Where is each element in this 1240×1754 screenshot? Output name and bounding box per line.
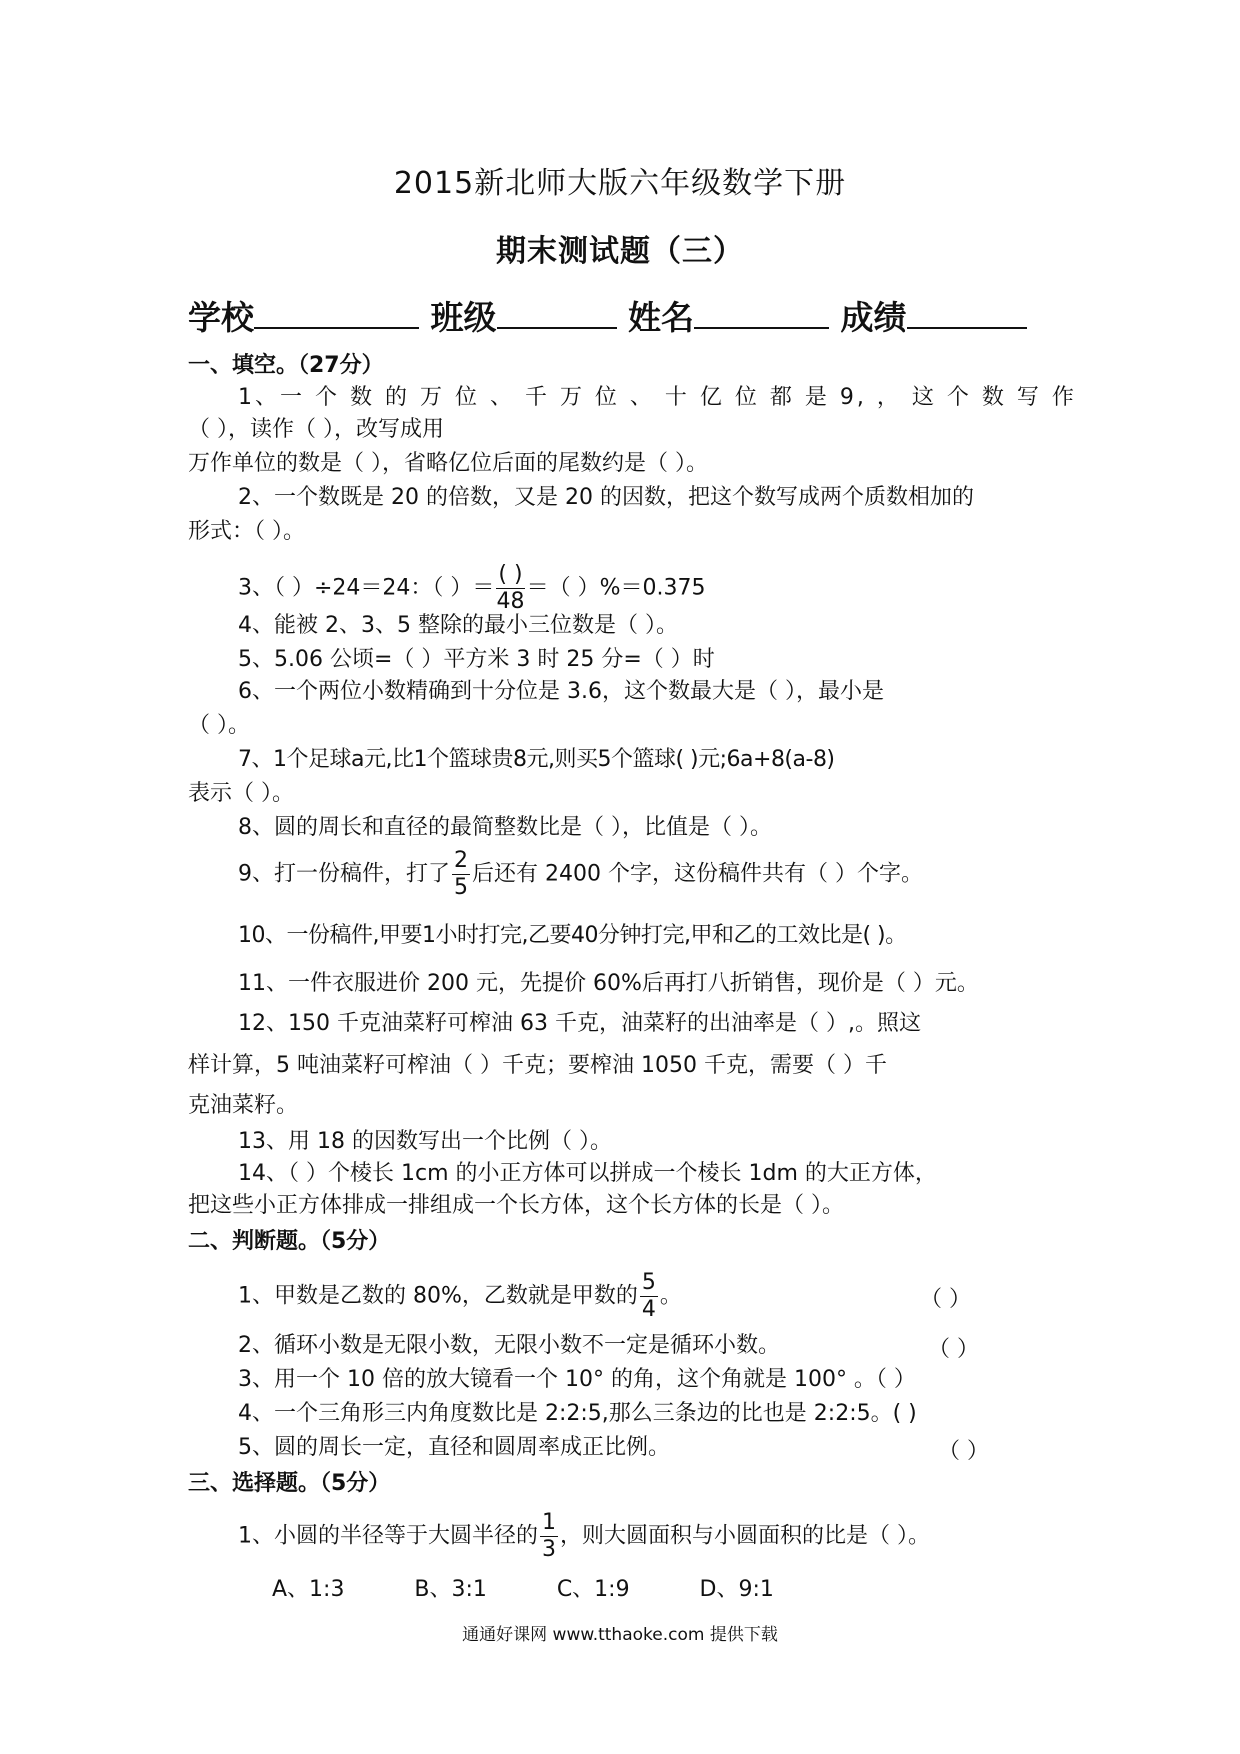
question-fill-3-text-a: 3、（ ）÷24＝24：（ ）＝ [238, 575, 495, 601]
fraction-numerator: 2 [454, 848, 468, 873]
question-fill-6-line2: （ ）。 [188, 713, 250, 738]
question-judge-3: 3、用一个 10 倍的放大镜看一个 10° 的角，这个角就是 100° 。（ ） [238, 1367, 916, 1392]
question-fill-6-line1: 6、一个两位小数精确到十分位是 3.6，这个数最大是（ ），最小是 [238, 679, 884, 704]
question-fill-3 [238, 562, 705, 615]
answer-paren-judge-1[interactable]: （ ） [920, 1287, 971, 1312]
question-fill-12-line2: 样计算，5 吨油菜籽可榨油（ ）千克；要榨油 1050 千克，需要（ ）千 [188, 1053, 887, 1078]
question-fill-1-line2: （ ），读作（ ），改写成用 [188, 417, 444, 442]
page-title: 2015新北师大版六年级数学下册 [393, 166, 847, 201]
fraction-numerator: ( ) [498, 562, 523, 587]
question-fill-7-line1: 7、1个足球a元,比1个篮球贵8元,则买5个篮球( )元;6a+8(a-8) [238, 747, 835, 772]
fraction-numerator: 1 [542, 1510, 556, 1535]
question-judge-4: 4、一个三角形三内角度数比是 2:2:5,那么三条边的比也是 2:2:5。( ) [238, 1401, 917, 1426]
question-judge-1-text-b: 。 [659, 1283, 682, 1309]
question-choice-1-options: A、1:3 B、3:1 C、1:9 D、9:1 [272, 1577, 774, 1602]
class-label: 班级 [430, 298, 497, 337]
question-fill-13: 13、用 18 的因数写出一个比例（ ）。 [238, 1129, 612, 1154]
question-fill-9 [238, 848, 923, 901]
question-fill-11: 11、一件衣服进价 200 元，先提价 60%后再打八折销售，现价是（ ）元。 [238, 971, 979, 996]
question-fill-9-text-a: 9、打一份稿件，打了 [238, 861, 450, 887]
fraction [496, 562, 524, 615]
answer-paren-judge-5[interactable]: （ ） [938, 1439, 989, 1464]
question-choice-1-text-b: ，则大圆面积与小圆面积的比是（ ）。 [560, 1523, 930, 1549]
school-field[interactable] [254, 297, 419, 329]
name-field[interactable] [694, 297, 829, 329]
fraction-denominator: 5 [454, 875, 468, 900]
question-fill-8: 8、圆的周长和直径的最简整数比是（ ），比值是（ ）。 [238, 815, 772, 840]
answer-paren-judge-2[interactable]: （ ） [928, 1337, 979, 1362]
question-fill-12-line1: 12、150 千克油菜籽可榨油 63 千克，油菜籽的出油率是（ ）,。照这 [238, 1011, 921, 1036]
fraction-numerator: 5 [641, 1270, 656, 1295]
question-fill-14-line1: 14、（ ）个棱长 1cm 的小正方体可以拼成一个棱长 1dm 的大正方体， [238, 1161, 937, 1186]
question-fill-12-line3: 克油菜籽。 [188, 1093, 299, 1118]
question-judge-5: 5、圆的周长一定，直径和圆周率成正比例。 [238, 1435, 670, 1460]
question-fill-1-line1: 1、一 个 数 的 万 位 、 千 万 位 、 十 亿 位 都 是 9, ， 这 个 数 写 作 [238, 385, 1077, 410]
question-choice-1-text-a: 1、小圆的半径等于大圆半径的 [238, 1523, 538, 1549]
question-fill-2-line1: 2、一个数既是 20 的倍数，又是 20 的因数，把这个数写成两个质数相加的 [238, 485, 974, 510]
student-info-row [188, 292, 1027, 339]
school-label: 学校 [188, 298, 254, 337]
question-fill-2-line2: 形式：（ ）。 [188, 519, 305, 544]
question-judge-2: 2、循环小数是无限小数，无限小数不一定是循环小数。 [238, 1333, 780, 1358]
question-fill-7-line2: 表示（ ）。 [188, 781, 294, 806]
section-choice-heading: 三、选择题。（5分） [188, 1471, 391, 1496]
question-fill-9-text-b: 后还有 2400 个字，这份稿件共有（ ）个字。 [472, 861, 923, 887]
page-subtitle: 期末测试题（三） [496, 234, 744, 269]
fraction [540, 1510, 558, 1563]
page-footer: 通通好课网 www.tthaoke.com 提供下载 [462, 1625, 778, 1645]
class-field[interactable] [497, 297, 617, 329]
fraction-denominator: 3 [542, 1537, 556, 1562]
fraction-denominator: 4 [641, 1297, 656, 1322]
question-fill-4: 4、能被 2、3、5 整除的最小三位数是（ ）。 [238, 613, 678, 638]
score-label: 成绩 [840, 298, 907, 337]
question-fill-3-text-b: ＝（ ）%＝0.375 [526, 575, 706, 601]
section-judge-heading: 二、判断题。（5分） [188, 1229, 391, 1254]
question-fill-10: 10、一份稿件,甲要1小时打完,乙要40分钟打完,甲和乙的工效比是( )。 [238, 923, 907, 948]
question-judge-1 [238, 1270, 682, 1323]
question-choice-1 [238, 1510, 930, 1563]
name-label: 姓名 [628, 298, 694, 337]
score-field[interactable] [907, 297, 1027, 329]
question-fill-5: 5、5.06 公顷=（ ）平方米 3 时 25 分=（ ）时 [238, 647, 715, 672]
fraction [640, 1270, 658, 1323]
fraction-denominator: 48 [496, 589, 525, 614]
question-judge-1-text-a: 1、甲数是乙数的 80%，乙数就是甲数的 [238, 1283, 638, 1309]
section-fill-heading: 一、填空。（27分） [188, 353, 384, 378]
question-fill-1-line3: 万作单位的数是（ ），省略亿位后面的尾数约是（ ）。 [188, 451, 708, 476]
fraction [452, 848, 470, 901]
question-fill-14-line2: 把这些小正方体排成一排组成一个长方体，这个长方体的长是（ ）。 [188, 1193, 844, 1218]
